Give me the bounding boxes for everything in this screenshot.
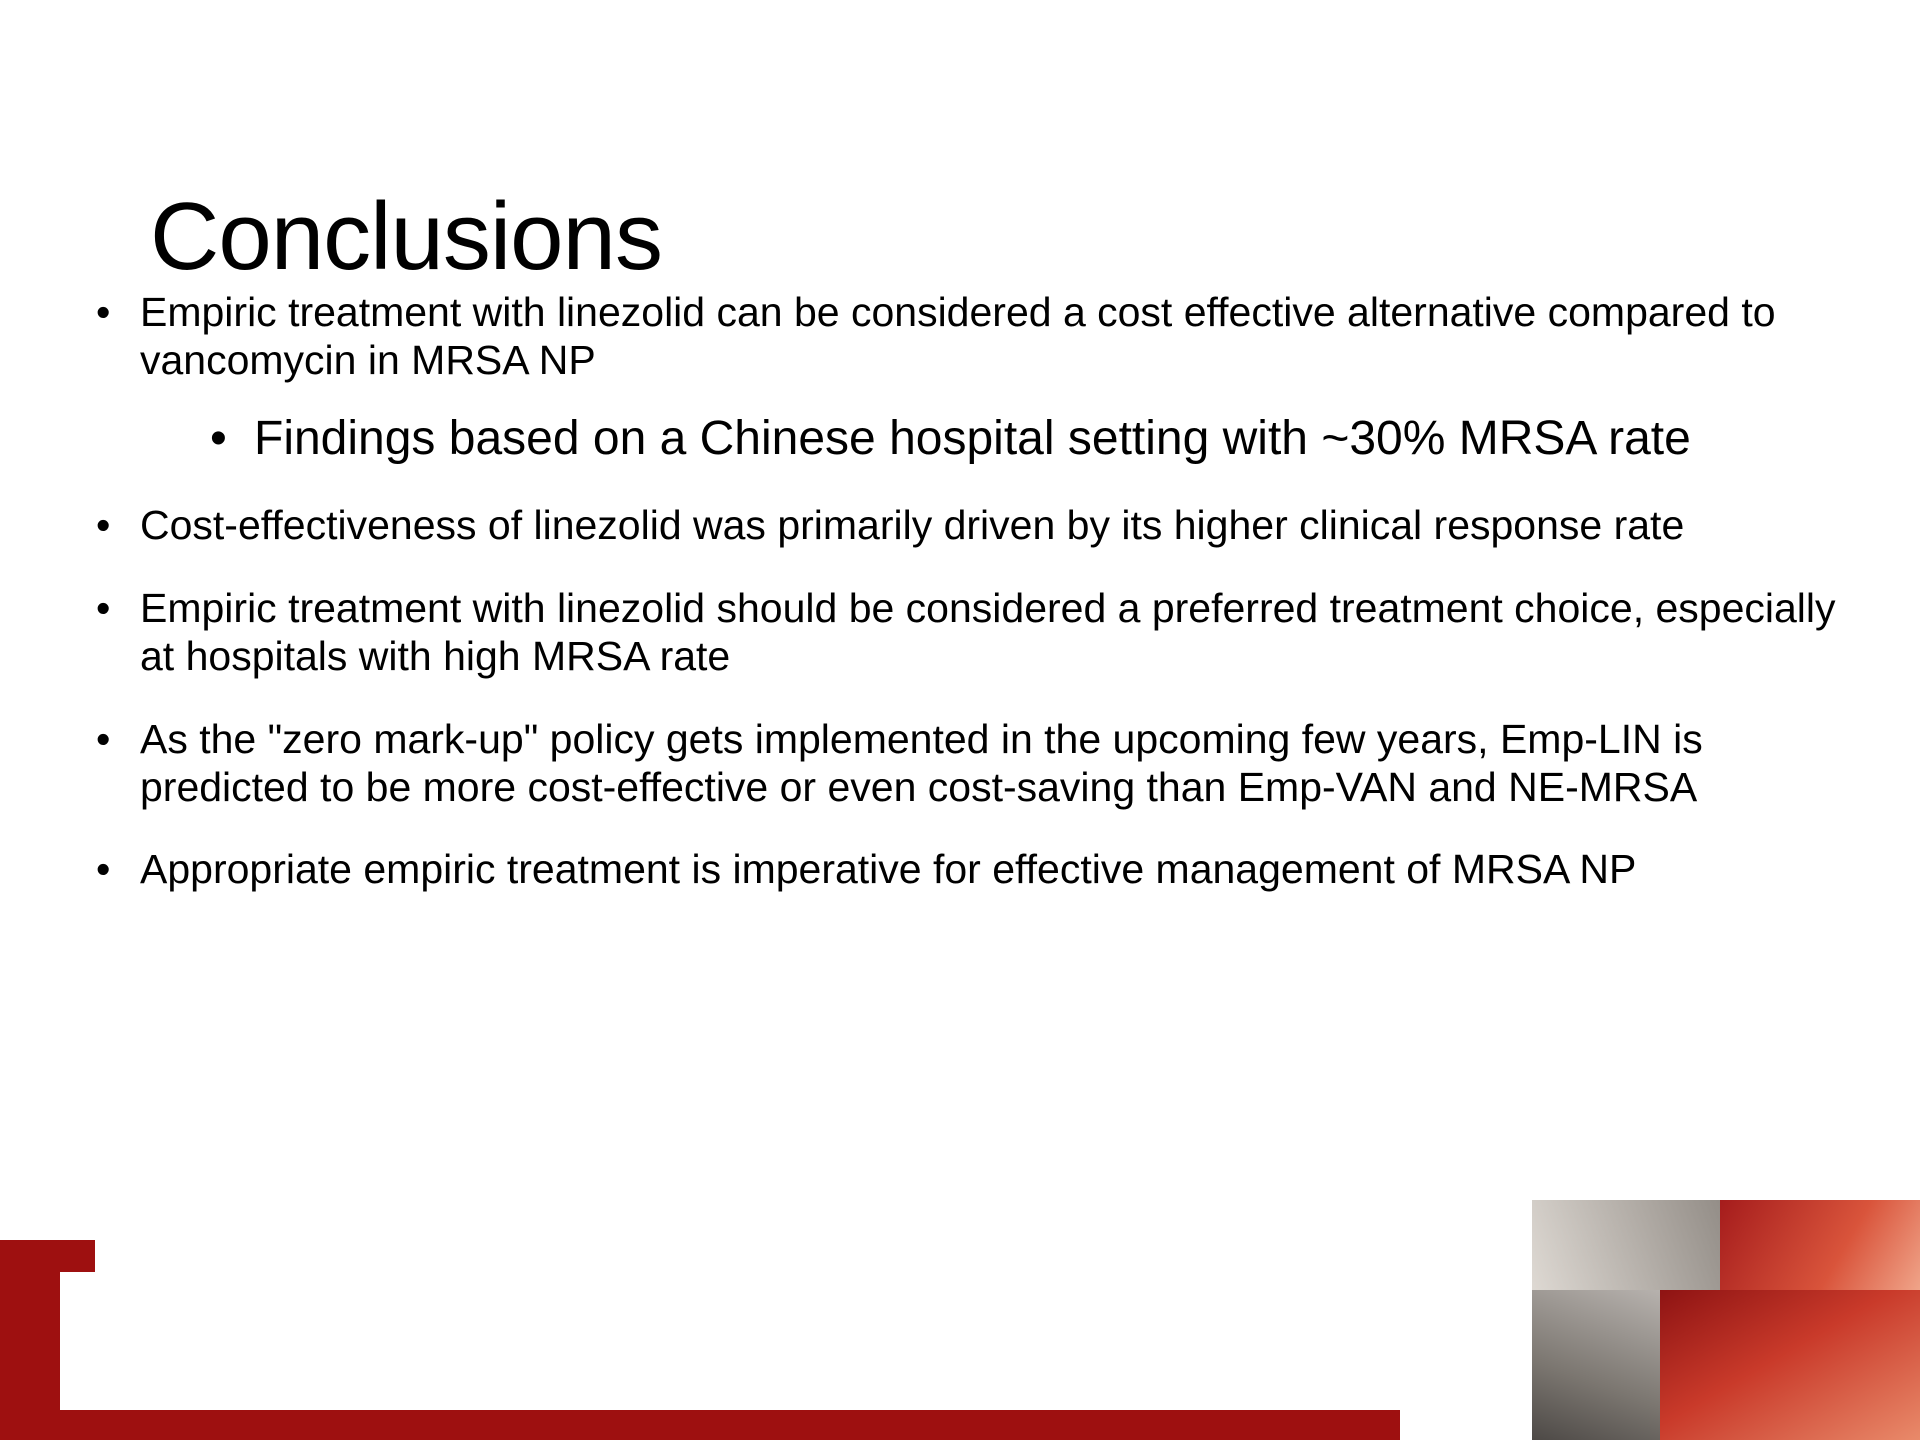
bullet-text: • Empiric treatment with linezolid should be considered a preferred treatment choice, especially at hospitals with high MRSA rate [140, 584, 1836, 680]
photo-tile-red-upper [1720, 1200, 1920, 1292]
slide-body [88, 288, 1878, 928]
list-item-sub [208, 411, 1878, 468]
list-item [88, 845, 1878, 893]
list-item [88, 715, 1878, 812]
list-item [88, 501, 1878, 549]
decorative-photo-mosaic [1400, 1200, 1920, 1440]
list-item [88, 584, 1878, 681]
page-title: Conclusions [150, 183, 662, 291]
bullet-text: • Appropriate empiric treatment is imperative for effective management of MRSA NP [140, 846, 1637, 893]
bullet-text: • Empiric treatment with linezolid can be considered a cost effective alternative compared to vancomycin in MRSA NP [140, 289, 1776, 384]
photo-tile-gray-upper [1532, 1200, 1722, 1292]
sub-bullet-list [140, 411, 1878, 468]
sub-bullet-text: • Findings based on a Chinese hospital setting with ~30% MRSA rate [254, 411, 1691, 465]
photo-tile-red-lower [1660, 1290, 1920, 1440]
list-item [88, 288, 1878, 467]
photo-tile-blank [1400, 1200, 1534, 1440]
photo-tile-gray-lower [1532, 1290, 1662, 1440]
bullet-text: • Cost-effectiveness of linezolid was primarily driven by its higher clinical response rate [140, 502, 1685, 549]
bullet-list [88, 288, 1878, 894]
decorative-red-accent-bar [0, 1272, 60, 1412]
bullet-text: • As the "zero mark-up" policy gets implemented in the upcoming few years, Emp-LIN is predicted to be more cost-effective or even cost-saving than Emp-VAN and NE-MRSA [140, 715, 1703, 810]
